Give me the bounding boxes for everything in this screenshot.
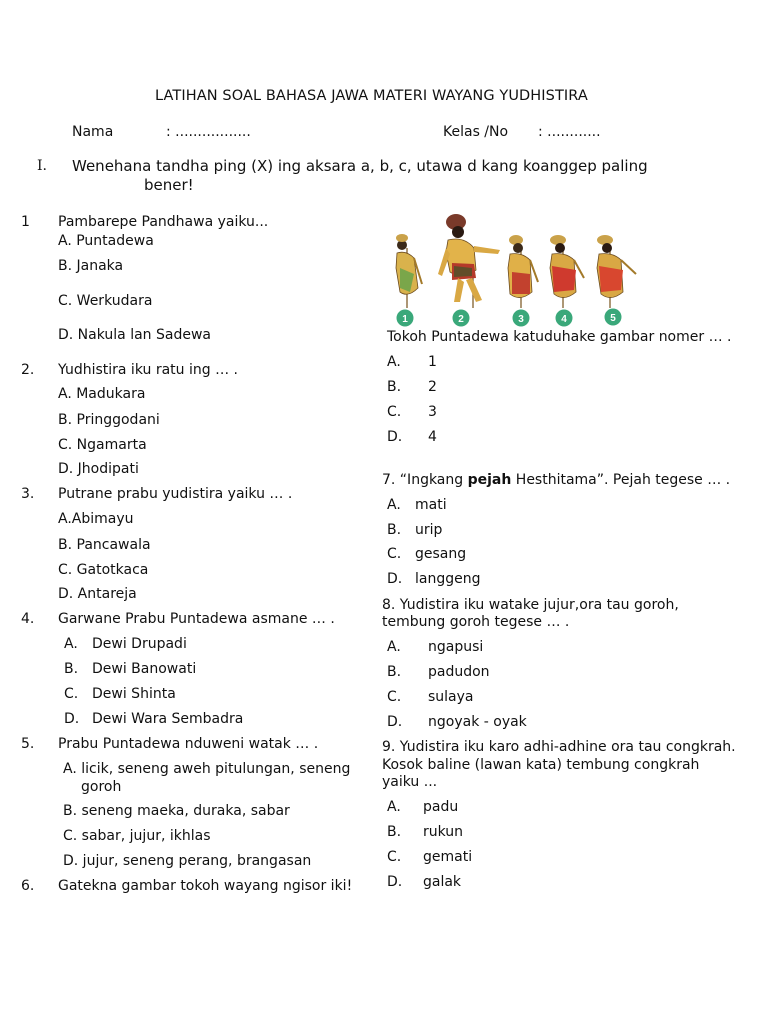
question-7-option-a: mati bbox=[415, 497, 447, 513]
section-instruction bbox=[72, 157, 682, 195]
question-5-text: Prabu Puntadewa nduweni watak … . bbox=[58, 736, 319, 752]
wayang-figure-3 bbox=[508, 235, 538, 298]
question-6-option-a-letter: A. bbox=[387, 354, 401, 370]
question-4-option-a-letter: A. bbox=[64, 636, 78, 652]
wayang-figures-image bbox=[388, 208, 646, 330]
badge-label-1: 1 bbox=[402, 314, 408, 325]
question-5-option-c: C. sabar, jujur, ikhlas bbox=[63, 828, 211, 844]
question-8-option-c: sulaya bbox=[428, 689, 474, 705]
badge-label-2: 2 bbox=[458, 314, 464, 325]
question-2-option-a: A. Madukara bbox=[58, 386, 146, 402]
question-9-option-d-letter: D. bbox=[387, 874, 403, 890]
question-9-text-line-1: 9. Yudistira iku karo adhi-adhine ora tau congkrah. bbox=[382, 739, 736, 755]
question-7-text bbox=[382, 472, 730, 488]
question-7-option-b: urip bbox=[415, 522, 443, 538]
question-4-option-b-letter: B. bbox=[64, 661, 79, 677]
question-8-option-b: padudon bbox=[428, 664, 490, 680]
question-2-number: 2. bbox=[21, 362, 35, 378]
question-7-text-post: Hesthitama”. Pejah tegese … . bbox=[511, 472, 731, 488]
question-5-option-a-line-1: A. licik, seneng aweh pitulungan, seneng bbox=[63, 761, 351, 777]
question-8-option-a: ngapusi bbox=[428, 639, 484, 655]
question-6-caption: Tokoh Puntadewa katuduhake gambar nomer … . bbox=[387, 329, 732, 345]
question-3-number: 3. bbox=[21, 486, 35, 502]
kelas-label: Kelas /No bbox=[443, 124, 509, 140]
question-3-option-a: A.Abimayu bbox=[58, 511, 134, 527]
question-8-option-b-letter: B. bbox=[387, 664, 402, 680]
question-7-text-bold: pejah bbox=[467, 472, 512, 488]
question-8-option-c-letter: C. bbox=[387, 689, 402, 705]
wayang-figure-5 bbox=[597, 235, 636, 298]
page-title: LATIHAN SOAL BAHASA JAWA MATERI WAYANG YUDHISTIRA bbox=[155, 88, 588, 104]
wayang-figure-4 bbox=[550, 235, 584, 298]
question-1-option-d: D. Nakula lan Sadewa bbox=[58, 327, 211, 343]
instruction-line-1: Wenehana tandha ping (X) ing aksara a, b, c, utawa d kang koanggep paling bbox=[72, 157, 648, 175]
question-9-option-b-letter: B. bbox=[387, 824, 402, 840]
wayang-figure-1 bbox=[396, 234, 422, 294]
question-4-option-a: Dewi Drupadi bbox=[92, 636, 187, 652]
question-4-option-d-letter: D. bbox=[64, 711, 80, 727]
wayang-figure-2 bbox=[438, 214, 500, 302]
question-9-option-c: gemati bbox=[423, 849, 473, 865]
question-1-text: Pambarepe Pandhawa yaiku... bbox=[58, 214, 269, 230]
instruction-line-2: bener! bbox=[144, 176, 194, 194]
question-6-option-d: 4 bbox=[428, 429, 437, 445]
question-2-option-c: C. Ngamarta bbox=[58, 437, 147, 453]
question-4-option-b: Dewi Banowati bbox=[92, 661, 197, 677]
kelas-value: : ............ bbox=[538, 124, 601, 140]
question-8-text-line-1: 8. Yudistira iku watake jujur,ora tau goroh, bbox=[382, 597, 679, 613]
nama-label: Nama bbox=[72, 124, 114, 140]
question-9-text-line-3: yaiku ... bbox=[382, 774, 438, 790]
question-1-number: 1 bbox=[21, 214, 30, 230]
question-6-text: Gatekna gambar tokoh wayang ngisor iki! bbox=[58, 878, 353, 894]
question-6-option-b-letter: B. bbox=[387, 379, 402, 395]
question-6-option-d-letter: D. bbox=[387, 429, 403, 445]
question-7-option-b-letter: B. bbox=[387, 522, 402, 538]
question-8-text-line-2: tembung goroh tegese … . bbox=[382, 614, 570, 630]
question-4-option-d: Dewi Wara Sembadra bbox=[92, 711, 244, 727]
question-6-option-b: 2 bbox=[428, 379, 437, 395]
question-1-option-a: A. Puntadewa bbox=[58, 233, 154, 249]
question-9-option-a-letter: A. bbox=[387, 799, 401, 815]
question-7-option-a-letter: A. bbox=[387, 497, 401, 513]
question-4-number: 4. bbox=[21, 611, 35, 627]
question-3-option-d: D. Antareja bbox=[58, 586, 137, 602]
question-9-text-line-2: Kosok baline (lawan kata) tembung congkrah bbox=[382, 757, 700, 773]
question-7-option-c: gesang bbox=[415, 546, 467, 562]
question-6-option-c: 3 bbox=[428, 404, 437, 420]
question-3-option-b: B. Pancawala bbox=[58, 537, 151, 553]
question-1-option-b: B. Janaka bbox=[58, 258, 124, 274]
question-2-text: Yudhistira iku ratu ing … . bbox=[58, 362, 238, 378]
question-7-option-c-letter: C. bbox=[387, 546, 402, 562]
question-2-option-b: B. Pringgodani bbox=[58, 412, 160, 428]
nama-value: : ................. bbox=[166, 124, 251, 140]
question-5-option-d: D. jujur, seneng perang, brangasan bbox=[63, 853, 312, 869]
question-6-number: 6. bbox=[21, 878, 35, 894]
question-4-option-c-letter: C. bbox=[64, 686, 79, 702]
question-8-option-d: ngoyak - oyak bbox=[428, 714, 527, 730]
question-5-option-a-line-2: goroh bbox=[81, 779, 122, 795]
question-8-option-a-letter: A. bbox=[387, 639, 401, 655]
question-9-option-d: galak bbox=[423, 874, 462, 890]
question-1-option-c: C. Werkudara bbox=[58, 293, 153, 309]
figure-number-badges bbox=[397, 309, 622, 327]
question-4-text: Garwane Prabu Puntadewa asmane … . bbox=[58, 611, 335, 627]
question-5-number: 5. bbox=[21, 736, 35, 752]
question-7-option-d-letter: D. bbox=[387, 571, 403, 587]
question-4-option-c: Dewi Shinta bbox=[92, 686, 176, 702]
question-6-option-a: 1 bbox=[428, 354, 437, 370]
question-9-option-b: rukun bbox=[423, 824, 464, 840]
section-number: I. bbox=[37, 158, 47, 174]
badge-label-4: 4 bbox=[561, 314, 567, 325]
question-3-text: Putrane prabu yudistira yaiku … . bbox=[58, 486, 293, 502]
badge-label-5: 5 bbox=[610, 313, 616, 324]
question-7-text-pre: 7. “Ingkang bbox=[382, 472, 468, 488]
question-7-option-d: langgeng bbox=[415, 571, 481, 587]
question-5-option-b: B. seneng maeka, duraka, sabar bbox=[63, 803, 290, 819]
badge-label-3: 3 bbox=[518, 314, 524, 325]
question-9-option-a: padu bbox=[423, 799, 459, 815]
question-8-option-d-letter: D. bbox=[387, 714, 403, 730]
question-3-option-c: C. Gatotkaca bbox=[58, 562, 149, 578]
question-6-option-c-letter: C. bbox=[387, 404, 402, 420]
question-9-option-c-letter: C. bbox=[387, 849, 402, 865]
question-2-option-d: D. Jhodipati bbox=[58, 461, 139, 477]
